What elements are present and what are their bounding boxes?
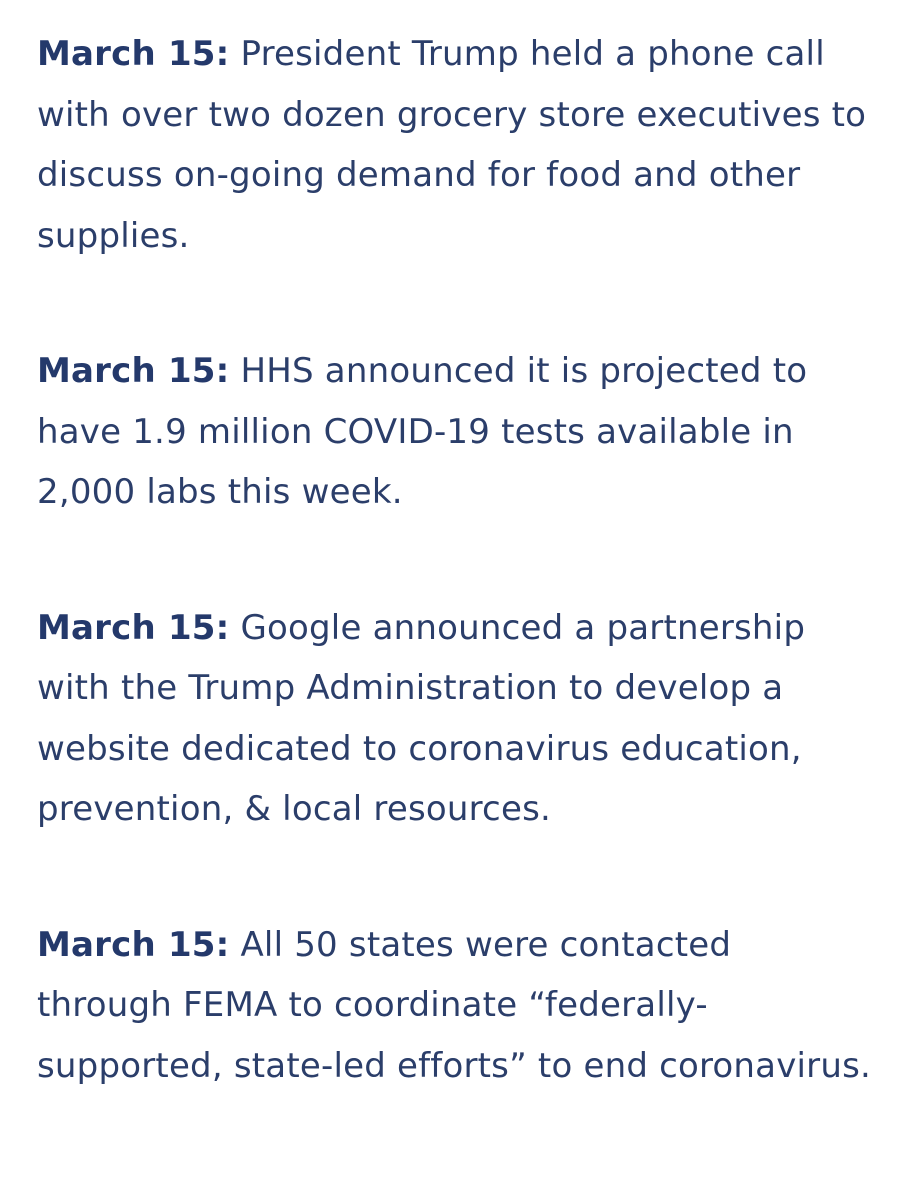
entry-text: Google announced a partnership with the Trump Administration to develop a website dedicated to coronavirus education, prevention, & local resources. <box>37 607 806 829</box>
entry-date: March 15: <box>37 924 230 965</box>
timeline-entry <box>37 598 877 840</box>
timeline-entry <box>37 341 877 523</box>
entry-date: March 15: <box>37 34 230 74</box>
timeline-entry <box>37 24 877 266</box>
timeline-entry <box>37 915 877 1097</box>
timeline-list <box>37 24 877 1096</box>
entry-date: March 15: <box>37 607 230 648</box>
entry-text: HHS announced it is projected to have 1.9 million COVID-19 tests available in 2,000 labs this week. <box>37 351 808 512</box>
entry-text: President Trump held a phone call with over two dozen grocery store executives to discuss on-going demand for food and other supplies. <box>37 34 867 256</box>
entry-date: March 15: <box>37 351 230 391</box>
entry-text: All 50 states were contacted through FEMA to coordinate “federally-supported, state-led efforts” to end coronavirus. <box>37 924 872 1086</box>
